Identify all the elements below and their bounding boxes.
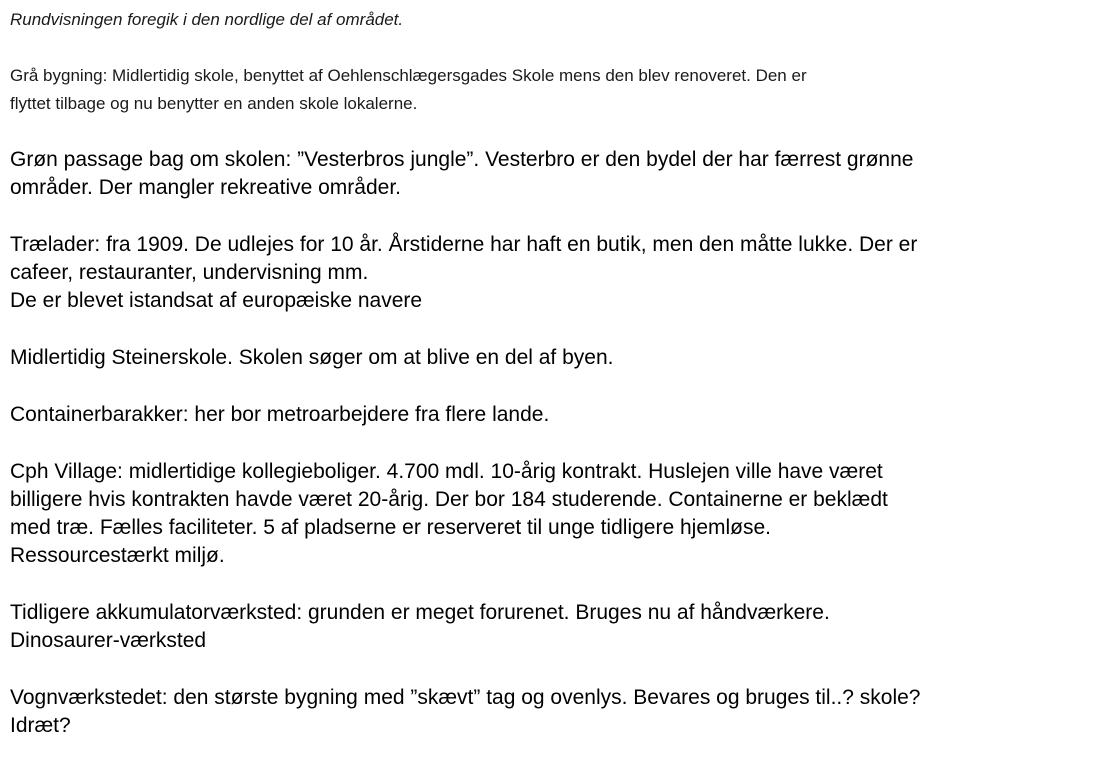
note-line: Grøn passage bag om skolen: ”Vesterbros jungle”. Vesterbro er den bydel der har færrest grønne — [10, 148, 914, 171]
document-body — [10, 0, 1100, 740]
traelader-note — [10, 231, 1100, 315]
spacer — [10, 570, 1100, 599]
note-line: Idræt? — [10, 714, 71, 737]
cph-village-note — [10, 458, 1100, 570]
note-line: De er blevet istandsat af europæiske navere — [10, 289, 423, 312]
spacer — [10, 372, 1100, 401]
note-line: med træ. Fælles faciliteter. 5 af pladserne er reserveret til unge tidligere hjemløse. — [10, 516, 771, 539]
vognvaerkstedet-note — [10, 684, 1100, 740]
note-line: Dinosaurer-værksted — [10, 629, 207, 652]
note-line: billigere hvis kontrakten havde været 20-årig. Der bor 184 studerende. Containerne er beklædt — [10, 488, 888, 511]
intro-text: Rundvisningen foregik i den nordlige del af området. — [10, 10, 404, 29]
note-line: Midlertidig Steinerskole. Skolen søger om at blive en del af byen. — [10, 346, 614, 369]
note-line: Tidligere akkumulatorværksted: grunden er meget forurenet. Bruges nu af håndværkere. — [10, 601, 830, 624]
note-line: Vognværkstedet: den største bygning med ”skævt” tag og ovenlys. Bevares og bruges til..? skole? — [10, 686, 921, 709]
akkumulatorvaerksted-note — [10, 599, 1100, 655]
note-line: Ressourcestærkt miljø. — [10, 544, 225, 567]
note-line: cafeer, restauranter, undervisning mm. — [10, 261, 369, 284]
containerbarakker-note — [10, 401, 1100, 429]
note-line: Cph Village: midlertidige kollegieboliger. 4.700 mdl. 10-årig kontrakt. Huslejen ville have været — [10, 460, 883, 483]
steinerskole-note — [10, 344, 1100, 372]
spacer — [10, 429, 1100, 458]
note-line: Containerbarakker: her bor metroarbejdere fra flere lande. — [10, 403, 550, 426]
school-building-note — [10, 62, 1100, 118]
school-note-line: Grå bygning: Midlertidig skole, benyttet af Oehlenschlægersgades Skole mens den blev renoveret. Den er — [10, 66, 807, 85]
spacer — [10, 655, 1100, 684]
spacer — [10, 202, 1100, 231]
note-line: områder. Der mangler rekreative områder. — [10, 176, 401, 199]
green-passage-note — [10, 146, 1100, 202]
spacer — [10, 118, 1100, 146]
school-note-line: flyttet tilbage og nu benytter en anden skole lokalerne. — [10, 94, 418, 113]
spacer — [10, 315, 1100, 344]
note-line: Trælader: fra 1909. De udlejes for 10 år. Årstiderne har haft en butik, men den måtte lukke. Der er — [10, 233, 918, 256]
